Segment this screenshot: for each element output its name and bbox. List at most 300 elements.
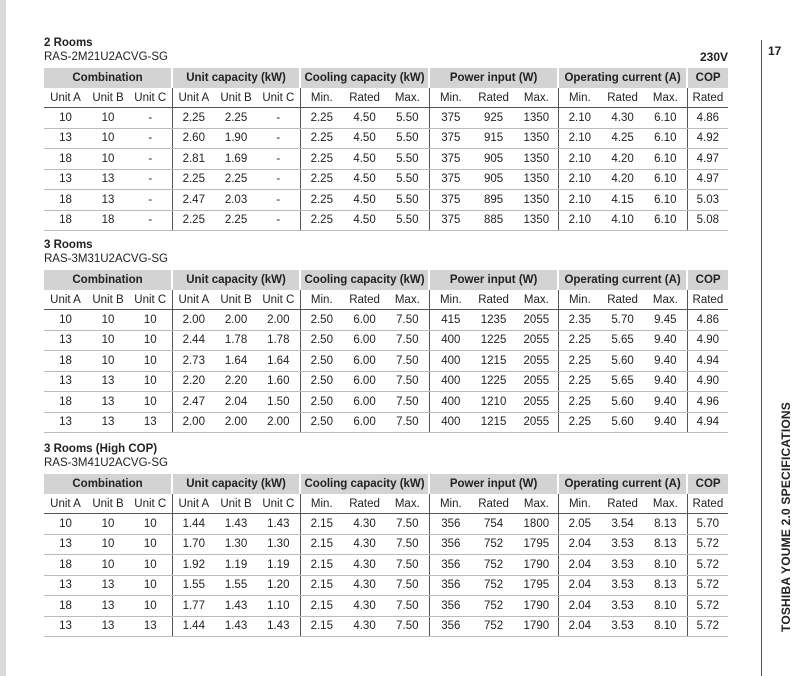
table-cell: 9.40 [644, 412, 687, 433]
column-header: Unit C [129, 88, 172, 108]
table-cell: 2.15 [300, 555, 343, 576]
table-cell: 2.25 [558, 392, 601, 413]
table-cell: 10 [129, 310, 172, 331]
model-number-text: RAS-3M31U2ACVG-SG [44, 253, 168, 265]
table-cell: 2.04 [215, 392, 257, 413]
table-cell: 7.50 [386, 310, 429, 331]
table-cell: - [129, 149, 172, 170]
table-cell: 4.86 [687, 310, 728, 331]
table-cell: 356 [429, 534, 472, 555]
table-cell: 10 [44, 108, 87, 129]
column-header: Unit A [44, 88, 87, 108]
table-cell: 18 [44, 190, 87, 211]
table-cell: 2.00 [172, 310, 215, 331]
model-number-text: RAS-3M41U2ACVG-SG [44, 457, 168, 469]
table-cell: 4.97 [687, 149, 728, 170]
table-cell: 1.70 [172, 534, 215, 555]
table-cell: 5.50 [386, 210, 429, 231]
table-row [44, 555, 728, 576]
column-header: Unit A [172, 88, 215, 108]
table-cell: 13 [129, 412, 172, 433]
table-cell: 13 [44, 128, 87, 149]
table-cell: 13 [44, 412, 87, 433]
column-header: Max. [386, 494, 429, 514]
table-cell: 6.00 [343, 351, 386, 372]
table-row [44, 351, 728, 372]
spec-table [44, 474, 728, 637]
table-cell: 1225 [472, 371, 515, 392]
table-cell: 2.00 [257, 310, 300, 331]
table-cell: 4.50 [343, 210, 386, 231]
table-cell: 2.60 [172, 128, 215, 149]
table-cell: 7.50 [386, 330, 429, 351]
table-cell: 752 [472, 555, 515, 576]
table-cell: 5.50 [386, 169, 429, 190]
table-cell: 3.53 [601, 534, 644, 555]
table-cell: - [257, 128, 300, 149]
table-cell: 4.96 [687, 392, 728, 413]
table-row [44, 210, 728, 231]
table-cell: 9.40 [644, 351, 687, 372]
table-cell: 6.00 [343, 330, 386, 351]
table-cell: 8.13 [644, 514, 687, 535]
page-edge-shadow [0, 0, 6, 676]
table-cell: 1.44 [172, 616, 215, 637]
table-cell: 10 [87, 310, 129, 331]
table-cell: 3.53 [601, 555, 644, 576]
group-header: Unit capacity (kW) [172, 68, 300, 88]
table-cell: 6.10 [644, 169, 687, 190]
table-cell: 1350 [515, 169, 558, 190]
table-row [44, 310, 728, 331]
table-cell: 13 [87, 412, 129, 433]
table-cell: 2.25 [558, 371, 601, 392]
table-cell: 3.53 [601, 596, 644, 617]
table-cell: - [257, 169, 300, 190]
table-cell: 2.47 [172, 190, 215, 211]
column-header: Rated [472, 290, 515, 310]
table-cell: 2055 [515, 412, 558, 433]
table-cell: 1.30 [257, 534, 300, 555]
table-cell: 5.50 [386, 108, 429, 129]
table-cell: 2055 [515, 392, 558, 413]
table-cell: - [129, 190, 172, 211]
table-cell: 4.97 [687, 169, 728, 190]
table-cell: 2.44 [172, 330, 215, 351]
table-cell: 5.60 [601, 412, 644, 433]
table-row [44, 596, 728, 617]
model-number-text: RAS-2M21U2ACVG-SG [44, 51, 168, 63]
column-header: Max. [386, 88, 429, 108]
group-header: Operating current (A) [558, 474, 687, 494]
table-cell: 2.10 [558, 128, 601, 149]
table-cell: 375 [429, 128, 472, 149]
table-cell: 1.78 [257, 330, 300, 351]
table-cell: 1790 [515, 596, 558, 617]
column-header: Unit C [257, 494, 300, 514]
table-cell: 2.00 [257, 412, 300, 433]
table-cell: 7.50 [386, 616, 429, 637]
table-cell: 2.20 [215, 371, 257, 392]
table-cell: 752 [472, 575, 515, 596]
table-cell: 6.00 [343, 412, 386, 433]
table-cell: 6.10 [644, 149, 687, 170]
column-header: Min. [558, 88, 601, 108]
table-row [44, 128, 728, 149]
table-cell: 8.13 [644, 575, 687, 596]
table-cell: 2.00 [215, 412, 257, 433]
table-cell: 10 [129, 330, 172, 351]
column-header: Min. [558, 494, 601, 514]
table-cell: 10 [129, 514, 172, 535]
table-cell: 752 [472, 596, 515, 617]
table-cell: 7.50 [386, 392, 429, 413]
table-cell: 356 [429, 514, 472, 535]
table-cell: 7.50 [386, 555, 429, 576]
table-cell: 10 [129, 534, 172, 555]
table-cell: 2.73 [172, 351, 215, 372]
table-cell: 356 [429, 575, 472, 596]
table-cell: 9.40 [644, 330, 687, 351]
column-header: Unit C [129, 494, 172, 514]
table-cell: 1215 [472, 412, 515, 433]
column-header: Min. [429, 494, 472, 514]
table-cell: 18 [87, 210, 129, 231]
table-cell: 7.50 [386, 351, 429, 372]
column-header: Min. [429, 88, 472, 108]
table-cell: 2.10 [558, 190, 601, 211]
table-cell: 7.50 [386, 412, 429, 433]
table-cell: 10 [129, 392, 172, 413]
table-cell: 4.10 [601, 210, 644, 231]
table-cell: 2.03 [215, 190, 257, 211]
table-cell: 10 [44, 514, 87, 535]
table-cell: 1795 [515, 534, 558, 555]
table-cell: 4.20 [601, 169, 644, 190]
group-header: Operating current (A) [558, 270, 687, 290]
table-cell: 2.50 [300, 371, 343, 392]
table-cell: 2.25 [300, 149, 343, 170]
table-cell: 2.00 [172, 412, 215, 433]
section-title: 3 Rooms (High COP) [44, 443, 158, 455]
table-cell: 356 [429, 596, 472, 617]
table-cell: 4.86 [687, 108, 728, 129]
table-cell: 5.60 [601, 351, 644, 372]
table-cell: 6.10 [644, 128, 687, 149]
table-cell: 5.08 [687, 210, 728, 231]
table-cell: 1.43 [257, 514, 300, 535]
table-cell: 2.15 [300, 534, 343, 555]
table-cell: 9.45 [644, 310, 687, 331]
column-header: Unit B [87, 88, 129, 108]
table-cell: 1350 [515, 149, 558, 170]
table-cell: 4.90 [687, 371, 728, 392]
column-header: Rated [472, 494, 515, 514]
table-cell: 1.69 [215, 149, 257, 170]
table-cell: 2.50 [300, 330, 343, 351]
table-cell: 18 [44, 149, 87, 170]
table-cell: 4.94 [687, 351, 728, 372]
column-header: Rated [687, 290, 728, 310]
model-number [44, 50, 726, 64]
table-cell: 6.10 [644, 108, 687, 129]
table-cell: 5.72 [687, 575, 728, 596]
table-cell: 1215 [472, 351, 515, 372]
table-cell: 1235 [472, 310, 515, 331]
table-cell: 1790 [515, 555, 558, 576]
table-cell: 1350 [515, 190, 558, 211]
table-cell: 2.15 [300, 514, 343, 535]
table-cell: 10 [129, 575, 172, 596]
spec-table [44, 68, 728, 231]
table-cell: 13 [87, 392, 129, 413]
table-cell: 2.04 [558, 575, 601, 596]
table-cell: 2.05 [558, 514, 601, 535]
table-cell: 8.10 [644, 596, 687, 617]
column-header: Unit C [257, 88, 300, 108]
table-cell: 1350 [515, 210, 558, 231]
table-cell: 4.50 [343, 149, 386, 170]
column-header: Rated [343, 290, 386, 310]
column-header: Max. [644, 290, 687, 310]
table-cell: 10 [129, 555, 172, 576]
table-cell: 5.03 [687, 190, 728, 211]
table-cell: 754 [472, 514, 515, 535]
table-cell: 1225 [472, 330, 515, 351]
table-cell: 10 [87, 514, 129, 535]
group-header: Cooling capacity (kW) [300, 270, 429, 290]
table-cell: 2.25 [558, 412, 601, 433]
table-cell: 1.20 [257, 575, 300, 596]
table-cell: 4.30 [343, 534, 386, 555]
table-cell: 4.30 [343, 596, 386, 617]
column-header: Max. [515, 494, 558, 514]
side-running-title: TOSHIBA YOUME 2.0 SPECIFICATIONS [779, 402, 793, 632]
table-cell: 2.15 [300, 575, 343, 596]
table-cell: 1.19 [215, 555, 257, 576]
column-header: Unit A [172, 290, 215, 310]
table-cell: 13 [129, 616, 172, 637]
column-header: Min. [300, 494, 343, 514]
table-row [44, 616, 728, 637]
table-cell: 10 [87, 149, 129, 170]
column-header: Rated [601, 88, 644, 108]
table-cell: 1.43 [257, 616, 300, 637]
table-row [44, 392, 728, 413]
table-cell: 2.50 [300, 412, 343, 433]
group-header: Cooling capacity (kW) [300, 474, 429, 494]
spec-section [44, 442, 726, 637]
table-cell: 1210 [472, 392, 515, 413]
table-cell: 5.60 [601, 392, 644, 413]
table-cell: 1.43 [215, 616, 257, 637]
table-row [44, 534, 728, 555]
table-cell: 4.30 [343, 575, 386, 596]
column-header: Rated [472, 88, 515, 108]
table-cell: 4.90 [687, 330, 728, 351]
table-cell: 13 [44, 575, 87, 596]
table-cell: 2.25 [215, 108, 257, 129]
column-header: Unit B [87, 290, 129, 310]
table-cell: 5.70 [687, 514, 728, 535]
table-cell: 2.50 [300, 310, 343, 331]
table-cell: 8.10 [644, 616, 687, 637]
table-cell: 1350 [515, 128, 558, 149]
sub-header-row [44, 290, 728, 310]
group-header: Combination [44, 474, 172, 494]
table-cell: 2.15 [300, 616, 343, 637]
table-cell: 4.30 [343, 616, 386, 637]
table-row [44, 169, 728, 190]
table-cell: 1.50 [257, 392, 300, 413]
table-cell: 13 [87, 616, 129, 637]
table-cell: 7.50 [386, 575, 429, 596]
table-row [44, 412, 728, 433]
table-cell: 3.53 [601, 575, 644, 596]
column-header: Unit B [215, 494, 257, 514]
table-cell: 375 [429, 149, 472, 170]
table-cell: 2.35 [558, 310, 601, 331]
table-cell: 2.25 [215, 169, 257, 190]
table-cell: 2.25 [558, 330, 601, 351]
table-cell: - [257, 210, 300, 231]
table-cell: 5.72 [687, 616, 728, 637]
table-cell: 400 [429, 412, 472, 433]
column-header: Max. [644, 494, 687, 514]
table-cell: 4.50 [343, 190, 386, 211]
page-number: 17 [768, 44, 782, 58]
column-header: Unit B [215, 88, 257, 108]
table-cell: 1.43 [215, 596, 257, 617]
table-cell: 4.92 [687, 128, 728, 149]
group-header: Cooling capacity (kW) [300, 68, 429, 88]
group-header: Power input (W) [429, 474, 558, 494]
table-cell: 18 [44, 596, 87, 617]
table-cell: 4.50 [343, 169, 386, 190]
table-cell: 1.90 [215, 128, 257, 149]
group-header: Combination [44, 270, 172, 290]
table-cell: 2.10 [558, 210, 601, 231]
table-cell: 2.25 [172, 169, 215, 190]
table-cell: 885 [472, 210, 515, 231]
group-header: Power input (W) [429, 68, 558, 88]
table-cell: 375 [429, 210, 472, 231]
column-header: Rated [687, 88, 728, 108]
table-cell: 1.10 [257, 596, 300, 617]
table-cell: 2.15 [300, 596, 343, 617]
table-cell: 2.25 [172, 210, 215, 231]
table-cell: 2.81 [172, 149, 215, 170]
column-header: Rated [343, 88, 386, 108]
table-cell: 10 [44, 310, 87, 331]
column-header: Max. [515, 88, 558, 108]
column-header: Unit A [172, 494, 215, 514]
table-cell: 9.40 [644, 392, 687, 413]
table-cell: 4.30 [343, 514, 386, 535]
table-cell: 1795 [515, 575, 558, 596]
table-cell: 4.30 [601, 108, 644, 129]
table-cell: 18 [44, 555, 87, 576]
spec-section [44, 36, 726, 231]
sub-header-row [44, 88, 728, 108]
table-cell: 13 [44, 371, 87, 392]
table-cell: 1.43 [215, 514, 257, 535]
group-header-row [44, 270, 728, 290]
table-cell: 356 [429, 555, 472, 576]
table-cell: - [257, 149, 300, 170]
table-cell: 2.25 [300, 169, 343, 190]
table-cell: 6.10 [644, 210, 687, 231]
table-cell: 915 [472, 128, 515, 149]
table-cell: 10 [129, 596, 172, 617]
table-cell: 7.50 [386, 534, 429, 555]
table-cell: 2.04 [558, 555, 601, 576]
table-cell: 356 [429, 616, 472, 637]
table-cell: 6.10 [644, 190, 687, 211]
table-cell: 375 [429, 169, 472, 190]
table-cell: 752 [472, 534, 515, 555]
table-row [44, 514, 728, 535]
table-cell: - [257, 108, 300, 129]
table-cell: 400 [429, 371, 472, 392]
table-cell: 2.25 [215, 210, 257, 231]
table-cell: 10 [87, 534, 129, 555]
group-header-row [44, 474, 728, 494]
column-header: Unit A [44, 290, 87, 310]
table-cell: 2055 [515, 310, 558, 331]
table-cell: 905 [472, 149, 515, 170]
table-cell: 8.13 [644, 534, 687, 555]
table-cell: 2.47 [172, 392, 215, 413]
table-cell: 2.25 [300, 210, 343, 231]
table-cell: 1800 [515, 514, 558, 535]
voltage-label: 230V [699, 50, 728, 64]
table-row [44, 575, 728, 596]
group-header: Unit capacity (kW) [172, 474, 300, 494]
table-cell: 1.92 [172, 555, 215, 576]
table-row [44, 108, 728, 129]
table-cell: 400 [429, 392, 472, 413]
spec-table [44, 270, 728, 433]
table-cell: 13 [87, 575, 129, 596]
table-cell: 1350 [515, 108, 558, 129]
column-header: Rated [687, 494, 728, 514]
column-header: Rated [343, 494, 386, 514]
table-cell: 1.55 [215, 575, 257, 596]
spec-section [44, 238, 726, 433]
table-cell: 2.10 [558, 108, 601, 129]
table-cell: 2.50 [300, 392, 343, 413]
table-cell: 1.64 [257, 351, 300, 372]
table-cell: 4.50 [343, 128, 386, 149]
group-header: Combination [44, 68, 172, 88]
table-cell: 2.25 [558, 351, 601, 372]
table-cell: 13 [87, 169, 129, 190]
table-cell: 4.94 [687, 412, 728, 433]
table-cell: 6.00 [343, 392, 386, 413]
table-cell: 5.65 [601, 330, 644, 351]
column-header: Unit A [44, 494, 87, 514]
table-cell: 4.50 [343, 108, 386, 129]
table-row [44, 190, 728, 211]
model-number [44, 456, 726, 470]
table-cell: 5.70 [601, 310, 644, 331]
table-cell: 4.20 [601, 149, 644, 170]
section-title: 3 Rooms [44, 239, 93, 251]
table-cell: 18 [44, 351, 87, 372]
table-cell: 400 [429, 330, 472, 351]
table-cell: 1.30 [215, 534, 257, 555]
